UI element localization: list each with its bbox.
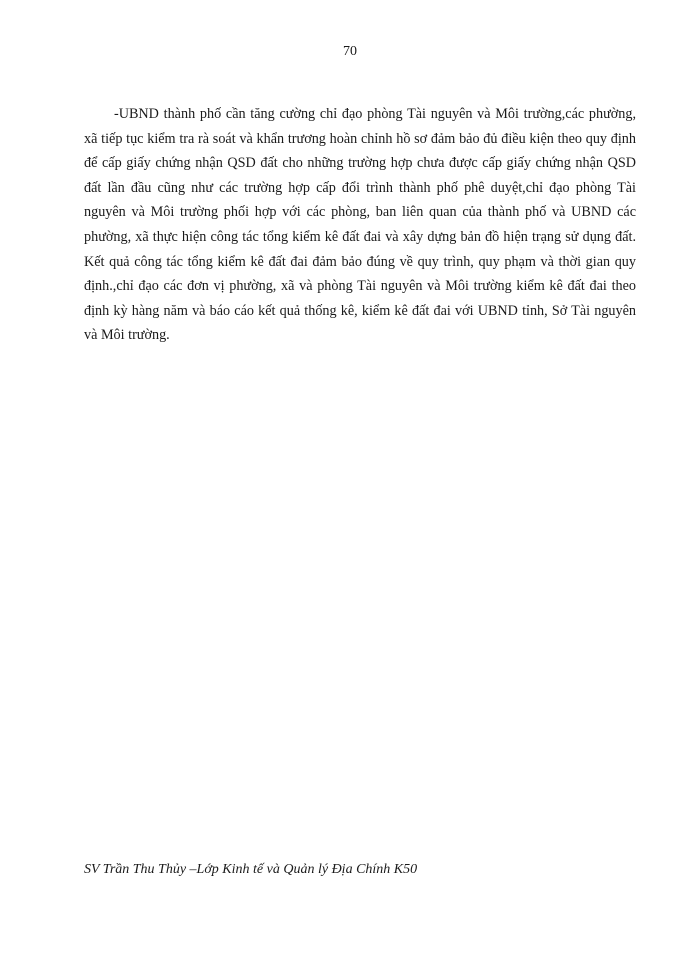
- footer-author-line: SV Trần Thu Thủy –Lớp Kinh tế và Quản lý Địa Chính K50: [84, 862, 418, 877]
- page-number: 70: [343, 44, 357, 59]
- body-paragraph: -UBND thành phố cần tăng cường chỉ đạo phòng Tài nguyên và Môi trường,các phường, xã tiếp tục kiểm tra rà soát và khẩn trương hoàn chỉnh hồ sơ đảm bảo đủ điều kiện theo quy định để cấp giấy chứng nhận QSD đất cho những trường hợp chưa được cấp giấy chứng nhận QSD đất lần đầu cũng như các trường hợp cấp đổi trình thành phố phê duyệt,chỉ đạo phòng Tài nguyên và Môi trường phối hợp với các phòng, ban liên quan của thành phố và UBND các phường, xã thực hiện công tác tổng kiểm kê đất đai và xây dựng bản đồ hiện trạng sử dụng đất. Kết quả công tác tổng kiểm kê đất đai đảm bảo đúng về quy trình, quy phạm và thời gian quy định.,chỉ đạo các đơn vị phường, xã và phòng Tài nguyên và Môi trường kiểm kê đất đai theo định kỳ hàng năm và báo cáo kết quả thống kê, kiểm kê đất đai với UBND tỉnh, Sở Tài nguyên và Môi trường.: [84, 106, 636, 344]
